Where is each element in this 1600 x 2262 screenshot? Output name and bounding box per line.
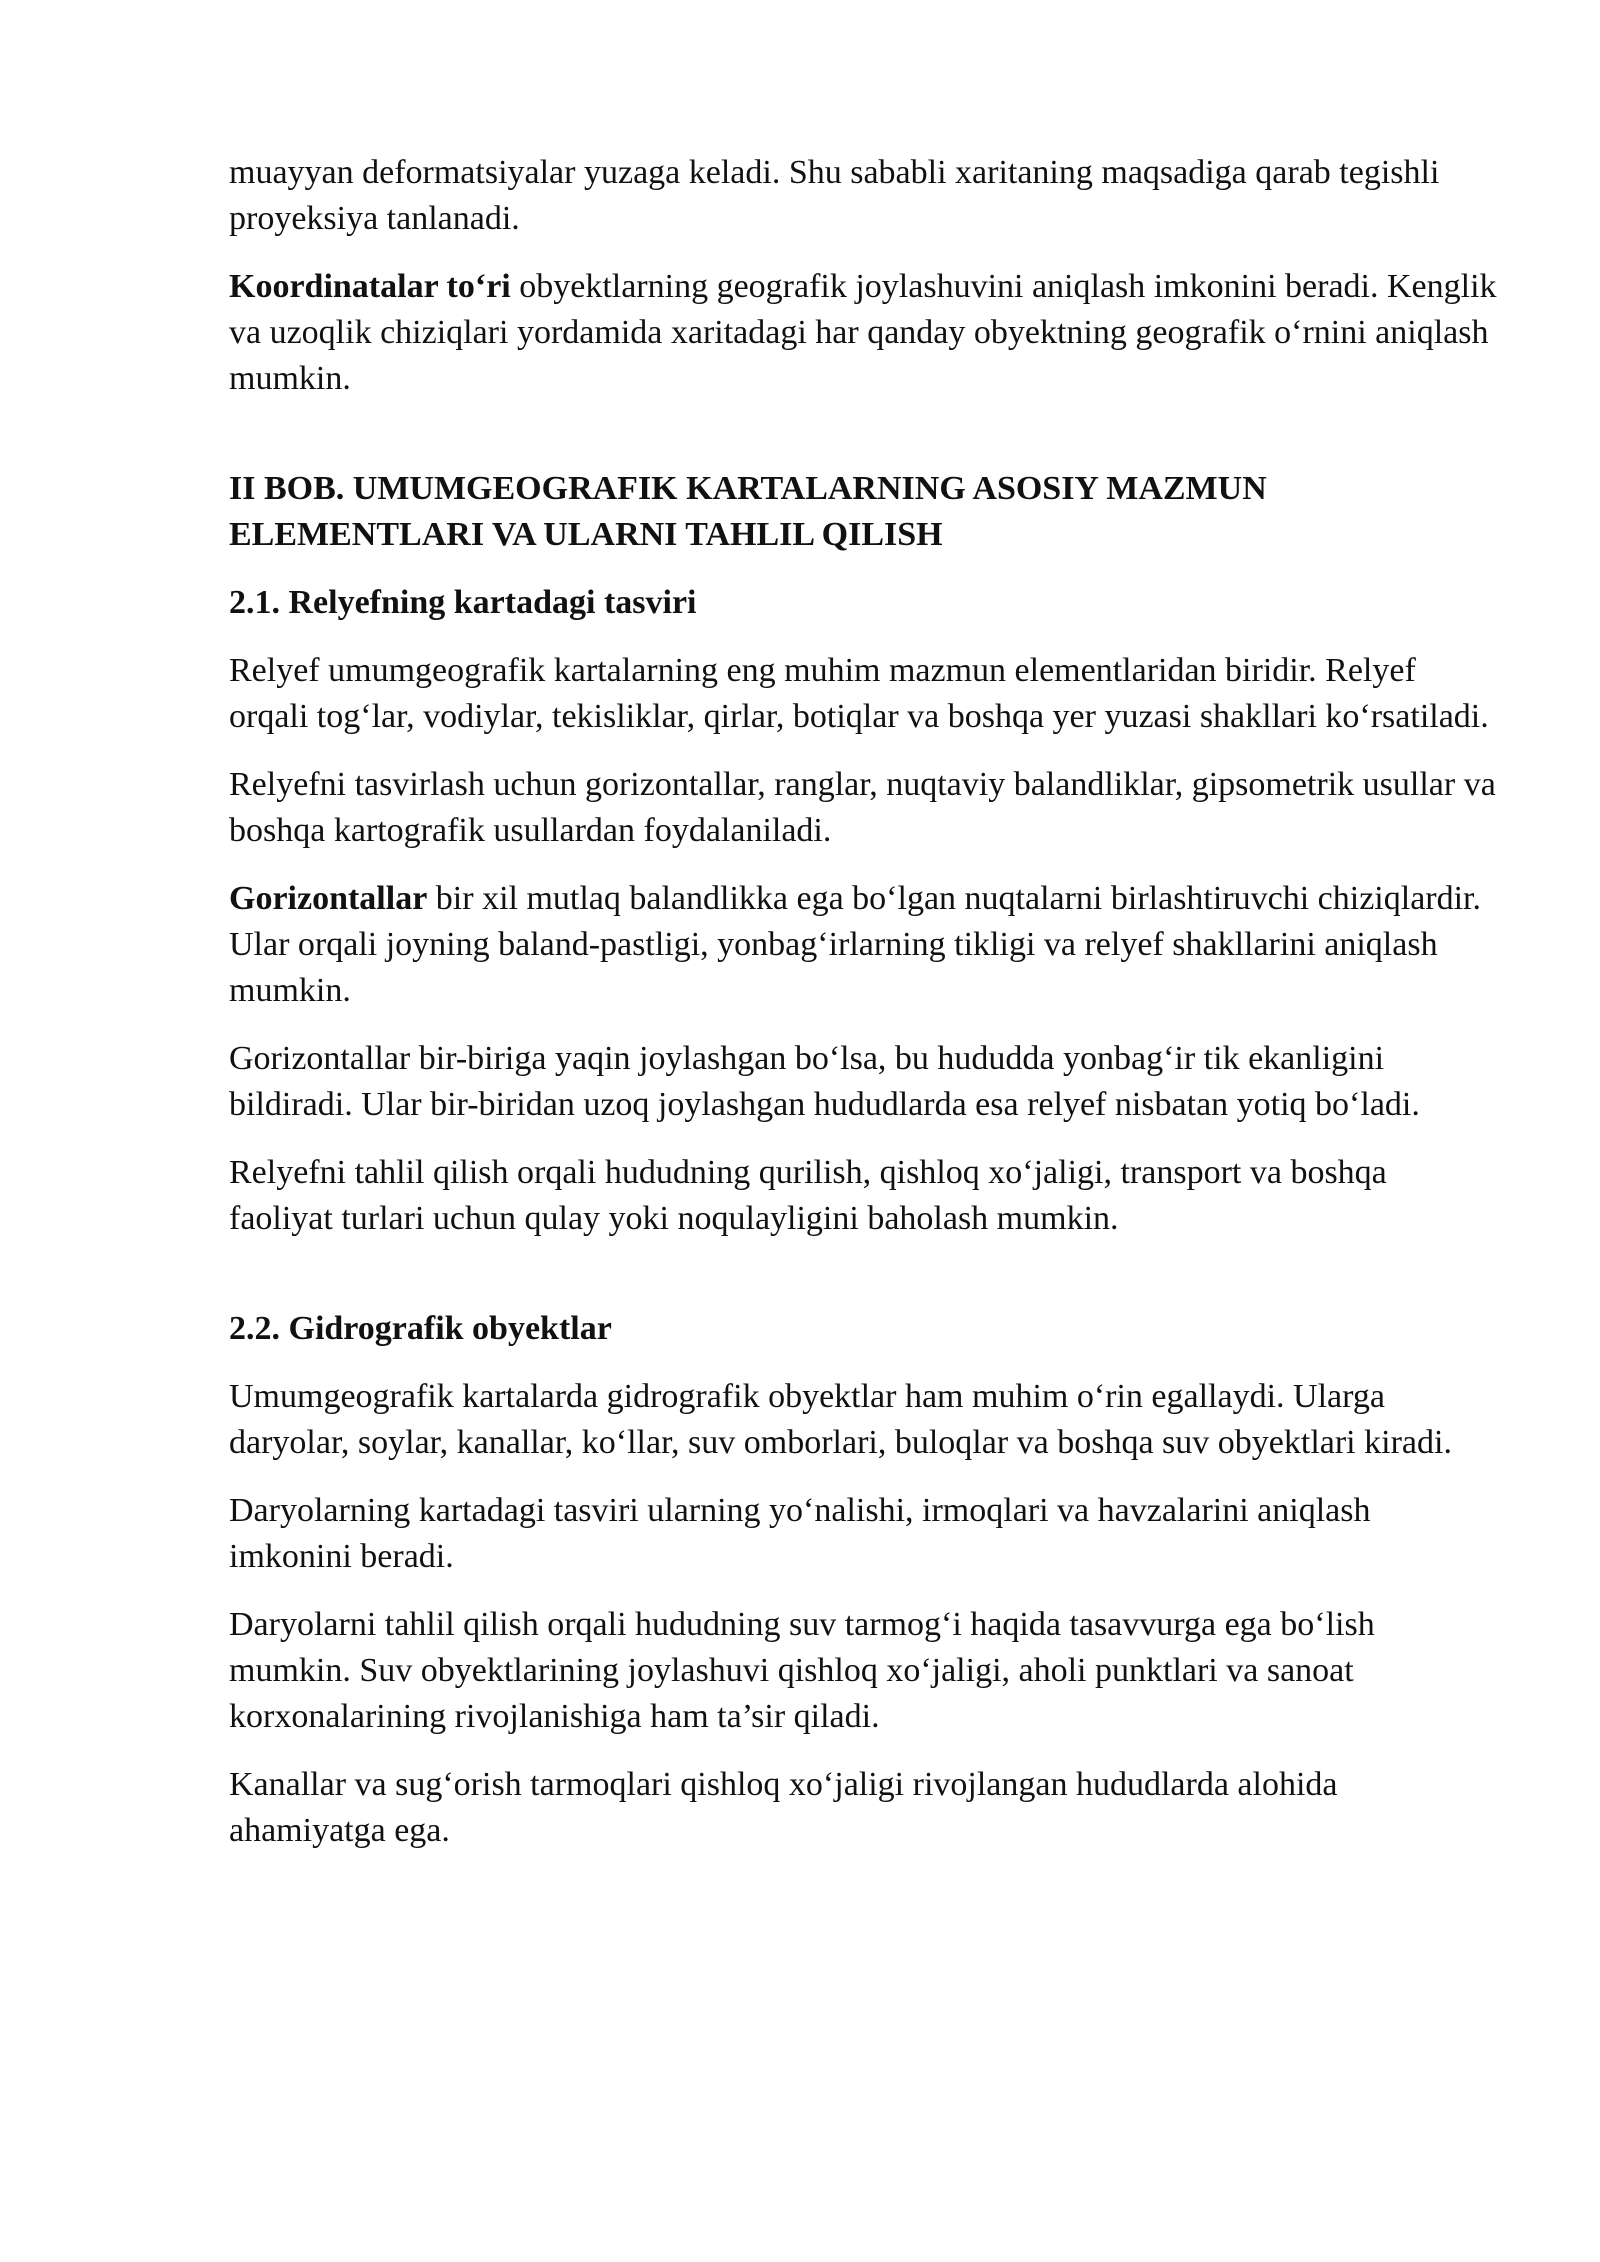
section-title-relyef: 2.1. Relyefning kartadagi tasviri <box>229 584 697 621</box>
relyef-paragraph-2: Relyefni tasvirlash uchun gorizontallar, ranglar, nuqtaviy balandliklar, gipsometrik usullar va boshqa kartografik usullardan foydalaniladi. <box>229 766 1496 849</box>
intro-paragraph-2 <box>229 264 1499 402</box>
intro-paragraph-1: muayyan deformatsiyalar yuzaga keladi. Shu sababli xaritaning maqsadiga qarab tegishli proyeksiya tanlanadi. <box>229 154 1440 237</box>
relyef-paragraph-4: Gorizontallar bir-biriga yaqin joylashgan bo‘lsa, bu hududda yonbag‘ir tik ekanligini bildiradi. Ular bir-biridan uzoq joylashgan hududlarda esa relyef nisbatan yotiq bo‘ladi. <box>229 1040 1420 1123</box>
gidrografik-paragraph-1: Umumgeografik kartalarda gidrografik obyektlar ham muhim o‘rin egallaydi. Ularga daryolar, soylar, kanallar, ko‘llar, suv omborlari, buloqlar va boshqa suv obyektlari kiradi. <box>229 1378 1452 1461</box>
gidrografik-paragraph-2: Daryolarning kartadagi tasviri ularning yo‘nalishi, irmoqlari va havzalarini aniqlash imkonini beradi. <box>229 1492 1371 1575</box>
section-title-gidrografik: 2.2. Gidrografik obyektlar <box>229 1310 612 1347</box>
relyef-paragraph-3 <box>229 876 1499 1014</box>
relyef-paragraph-1: Relyef umumgeografik kartalarning eng muhim mazmun elementlaridan biridir. Relyef orqali tog‘lar, vodiylar, tekisliklar, qirlar, botiqlar va boshqa yer yuzasi shakllari ko‘rsatiladi. <box>229 652 1489 735</box>
term-gorizontallar: Gorizontallar <box>229 880 428 917</box>
gidrografik-paragraph-4: Kanallar va sug‘orish tarmoqlari qishloq xo‘jaligi rivojlangan hududlarda alohida ahamiyatga ega. <box>229 1766 1338 1849</box>
relyef-paragraph-5: Relyefni tahlil qilish orqali hududning qurilish, qishloq xo‘jaligi, transport va boshqa faoliyat turlari uchun qulay yoki noqulayligini baholash mumkin. <box>229 1154 1387 1237</box>
chapter-title: II BOB. UMUMGEOGRAFIK KARTALARNING ASOSIY MAZMUN ELEMENTLARI VA ULARNI TAHLIL QILISH <box>229 470 1267 553</box>
term-koordinatalar: Koordinatalar to‘ri <box>229 268 511 305</box>
relyef-paragraph-3-text: bir xil mutlaq balandlikka ega bo‘lgan nuqtalarni birlashtiruvchi chiziqlardir. Ular orqali joyning baland-pastligi, yonbag‘irlarning tikligi va relyef shakllarini aniqlash mumkin. <box>229 880 1481 1009</box>
gidrografik-paragraph-3: Daryolarni tahlil qilish orqali hududning suv tarmog‘i haqida tasavvurga ega bo‘lish mumkin. Suv obyektlarining joylashuvi qishloq xo‘jaligi, aholi punktlari va sanoat korxonalarining rivojlanishiga ham ta’sir qiladi. <box>229 1606 1375 1735</box>
document-body <box>229 150 1499 1876</box>
intro-paragraph-2-text: obyektlarning geografik joylashuvini aniqlash imkonini beradi. Kenglik va uzoqlik chiziqlari yordamida xaritadagi har qanday obyektning geografik o‘rnini aniqlash mumkin. <box>229 268 1497 397</box>
